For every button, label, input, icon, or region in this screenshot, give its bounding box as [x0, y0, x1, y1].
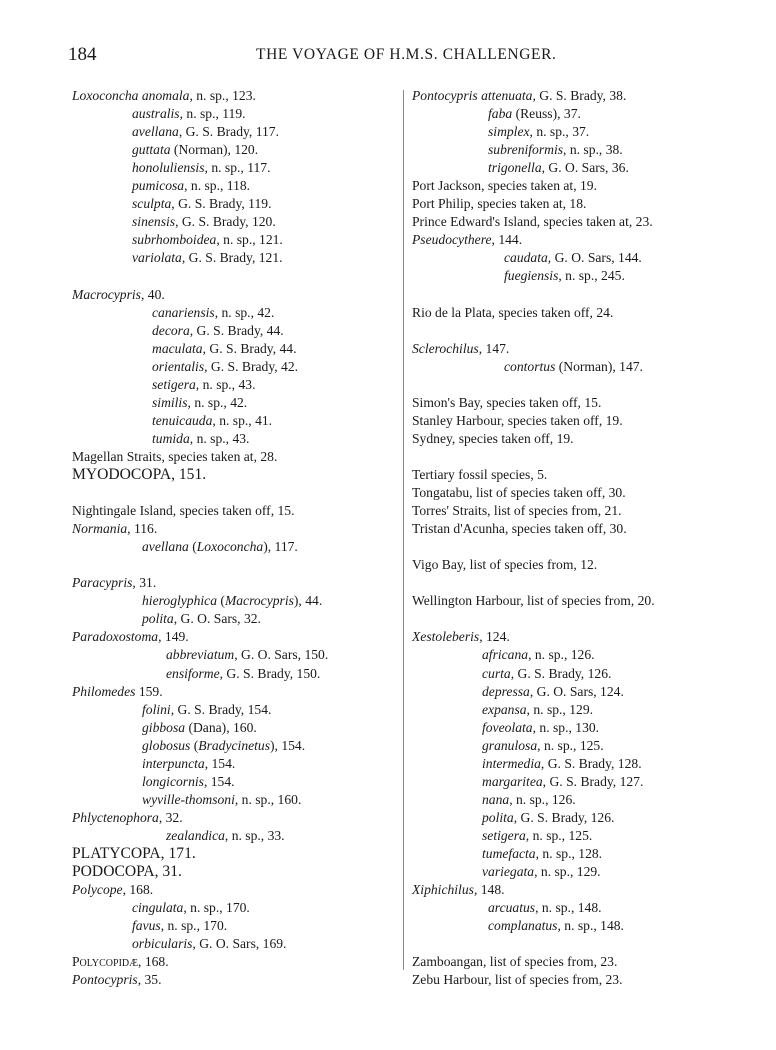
index-subentry: interpuncta, 154.	[142, 755, 236, 771]
index-subentry: caudata, G. O. Sars, 144.	[504, 250, 642, 266]
index-entry-group: MYODOCOPA, 151.	[72, 465, 207, 483]
index-subentry: intermedia, G. S. Brady, 128.	[482, 755, 642, 771]
index-entry: Loxoconcha anomala, n. sp., 123.	[72, 88, 256, 103]
index-entry: Zamboangan, list of species from, 23.	[412, 954, 618, 970]
index-subentry: tumida, n. sp., 43.	[152, 430, 250, 446]
index-subentry: similis, n. sp., 42.	[152, 394, 248, 410]
index-subentry: cingulata, n. sp., 170.	[132, 900, 250, 916]
index-subentry: variolata, G. S. Brady, 121.	[132, 250, 283, 266]
index-entry: Phlyctenophora, 32.	[72, 809, 183, 825]
index-subentry: orientalis, G. S. Brady, 42.	[152, 358, 299, 374]
index-entry-group: PODOCOPA, 31.	[72, 863, 182, 881]
index-subentry: abbreviatum, G. O. Sars, 150.	[166, 647, 329, 663]
index-subentry: avellana (Loxoconcha), 117.	[142, 539, 298, 555]
running-title: THE VOYAGE OF H.M.S. CHALLENGER.	[256, 46, 557, 63]
index-subentry: tenuicauda, n. sp., 41.	[152, 412, 273, 428]
index-subentry: maculata, G. S. Brady, 44.	[152, 340, 297, 356]
index-subentry: subreniformis, n. sp., 38.	[488, 142, 623, 158]
index-entry: Tertiary fossil species, 5.	[412, 466, 548, 482]
index-subentry: tumefacta, n. sp., 128.	[482, 845, 603, 861]
index-entry-group: PLATYCOPA, 171.	[72, 844, 196, 862]
index-subentry: foveolata, n. sp., 130.	[482, 719, 600, 735]
philomedes-species-list	[72, 701, 392, 809]
index-subentry: setigera, n. sp., 125.	[482, 827, 593, 843]
index-subentry: curta, G. S. Brady, 126.	[482, 665, 612, 681]
index-entry: Magellan Straits, species taken at, 28.	[72, 448, 278, 464]
index-entry: Polycope, 168.	[72, 882, 154, 898]
index-subentry: ensiforme, G. S. Brady, 150.	[166, 665, 321, 681]
index-entry: Pontocypris attenuata, G. S. Brady, 38.	[412, 88, 627, 103]
index-entry: Port Jackson, species taken at, 19.	[412, 178, 597, 194]
index-entry: Wellington Harbour, list of species from, 20.	[412, 593, 655, 609]
index-subentry: honoluliensis, n. sp., 117.	[132, 160, 271, 176]
index-subentry: expansa, n. sp., 129.	[482, 701, 594, 717]
index-subentry: arcuatus, n. sp., 148.	[488, 900, 602, 916]
index-subentry: zealandica, n. sp., 33.	[166, 827, 285, 843]
page-number: 184	[68, 44, 97, 65]
index-subentry: setigera, n. sp., 43.	[152, 376, 256, 392]
index-subentry: longicornis, 154.	[142, 773, 235, 789]
index-column-right	[412, 87, 742, 989]
index-subentry: fuegiensis, n. sp., 245.	[504, 268, 625, 284]
macrocypris-species-list	[72, 304, 392, 448]
index-entry: Xestoleberis, 124.	[412, 629, 510, 645]
index-subentry: africana, n. sp., 126.	[482, 647, 595, 663]
index-subentry: subrhomboidea, n. sp., 121.	[132, 232, 283, 248]
index-subentry: depressa, G. O. Sars, 124.	[482, 683, 624, 699]
index-entry: Port Philip, species taken at, 18.	[412, 196, 587, 212]
index-entry: Tongatabu, list of species taken off, 30.	[412, 485, 626, 501]
index-subentry: australis, n. sp., 119.	[132, 106, 246, 122]
index-entry: Sclerochilus, 147.	[412, 340, 510, 356]
index-entry: Polycopidæ, 168.	[72, 954, 169, 970]
index-subentry: sculpta, G. S. Brady, 119.	[132, 196, 272, 212]
index-entry: Tristan d'Acunha, species taken off, 30.	[412, 521, 627, 537]
index-entry: Pseudocythere, 144.	[412, 232, 523, 248]
index-subentry: margaritea, G. S. Brady, 127.	[482, 773, 644, 789]
index-subentry: trigonella, G. O. Sars, 36.	[488, 160, 629, 176]
index-subentry: guttata (Norman), 120.	[132, 142, 259, 158]
index-entry: Rio de la Plata, species taken off, 24.	[412, 304, 614, 320]
index-subentry: complanatus, n. sp., 148.	[488, 918, 624, 934]
loxoconcha-species-list	[72, 105, 392, 267]
index-subentry: canariensis, n. sp., 42.	[152, 304, 275, 320]
index-subentry: avellana, G. S. Brady, 117.	[132, 124, 279, 140]
index-subentry: variegata, n. sp., 129.	[482, 864, 601, 880]
index-subentry: pumicosa, n. sp., 118.	[132, 178, 251, 194]
index-entry: Philomedes 159.	[72, 683, 163, 699]
index-subentry: contortus (Norman), 147.	[504, 358, 643, 374]
index-entry: Paradoxostoma, 149.	[72, 629, 189, 645]
index-subentry: faba (Reuss), 37.	[488, 106, 581, 122]
index-entry: Xiphichilus, 148.	[412, 882, 505, 898]
index-entry: Stanley Harbour, species taken off, 19.	[412, 412, 623, 428]
index-subentry: wyville-thomsoni, n. sp., 160.	[142, 791, 302, 807]
index-column-left	[72, 87, 392, 989]
index-entry: Pontocypris, 35.	[72, 972, 162, 988]
index-entry: Normania, 116.	[72, 521, 158, 537]
index-subentry: nana, n. sp., 126.	[482, 791, 576, 807]
index-subentry: polita, G. S. Brady, 126.	[482, 809, 615, 825]
index-subentry: gibbosa (Dana), 160.	[142, 719, 257, 735]
index-subentry: folini, G. S. Brady, 154.	[142, 701, 272, 717]
index-subentry: granulosa, n. sp., 125.	[482, 737, 604, 753]
index-subentry: sinensis, G. S. Brady, 120.	[132, 214, 276, 230]
index-subentry: hieroglyphica (Macrocypris), 44.	[142, 593, 323, 609]
index-entry: Nightingale Island, species taken off, 15.	[72, 503, 295, 519]
index-subentry: decora, G. S. Brady, 44.	[152, 322, 284, 338]
column-divider	[403, 90, 404, 970]
index-subentry: orbicularis, G. O. Sars, 169.	[132, 936, 287, 952]
index-subentry: polita, G. O. Sars, 32.	[142, 611, 261, 627]
index-entry: Zebu Harbour, list of species from, 23.	[412, 972, 623, 988]
index-subentry: favus, n. sp., 170.	[132, 918, 228, 934]
xestoleberis-species-list	[412, 646, 742, 881]
index-entry: Vigo Bay, list of species from, 12.	[412, 557, 598, 573]
index-entry: Paracypris, 31.	[72, 575, 157, 591]
index-entry: Simon's Bay, species taken off, 15.	[412, 394, 602, 410]
index-entry: Torres' Straits, list of species from, 21.	[412, 503, 622, 519]
index-entry: Sydney, species taken off, 19.	[412, 430, 574, 446]
index-subentry: simplex, n. sp., 37.	[488, 124, 590, 140]
index-entry: Macrocypris, 40.	[72, 286, 165, 302]
index-entry: Prince Edward's Island, species taken at, 23.	[412, 214, 653, 230]
index-subentry: globosus (Bradycinetus), 154.	[142, 737, 306, 753]
